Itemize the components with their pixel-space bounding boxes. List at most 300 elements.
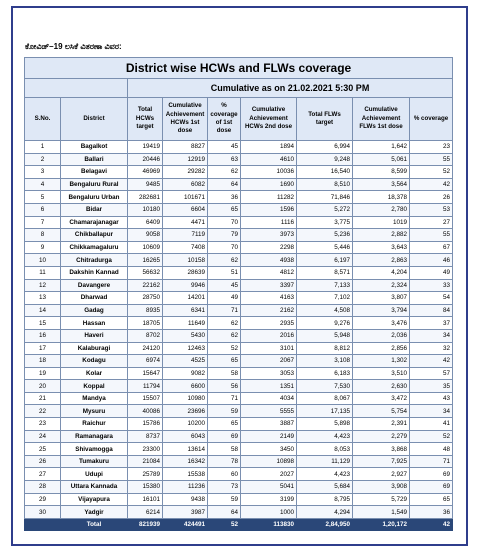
hcw-pct-cell: 71 [208, 392, 241, 405]
hcw-dose2-cell: 2027 [241, 468, 297, 481]
hcw-dose1-cell: 4525 [163, 355, 208, 368]
flw-target-cell: 4,508 [297, 304, 353, 317]
flw-pct-cell: 33 [410, 279, 453, 292]
flw-target-cell: 8,795 [297, 493, 353, 506]
district-cell: Dakshin Kannad [61, 266, 128, 279]
total-row [25, 518, 453, 530]
flw-dose1-cell: 3,868 [353, 443, 410, 456]
hcw-dose1-cell: 14201 [163, 292, 208, 305]
total-label: Total [61, 518, 128, 530]
district-cell: Ballari [61, 153, 128, 166]
hcw-pct-cell: 65 [208, 355, 241, 368]
district-cell: Chikballapur [61, 229, 128, 242]
hcw-dose2-cell: 3397 [241, 279, 297, 292]
hcw-target-cell: 15647 [128, 367, 163, 380]
flw-target-cell: 8,571 [297, 266, 353, 279]
table-row [25, 418, 453, 431]
hcw-dose1-cell: 3987 [163, 506, 208, 519]
flw-dose1-cell: 3,794 [353, 304, 410, 317]
header-row [25, 98, 453, 141]
district-cell: Chikkamagaluru [61, 241, 128, 254]
flw-pct-cell: 49 [410, 266, 453, 279]
hcw-target-cell: 23300 [128, 443, 163, 456]
district-cell: Haveri [61, 329, 128, 342]
flw-pct-cell: 84 [410, 304, 453, 317]
hcw-dose1-cell: 7408 [163, 241, 208, 254]
table-row [25, 241, 453, 254]
flw-dose1-cell: 2,927 [353, 468, 410, 481]
hcw-dose1-cell: 5430 [163, 329, 208, 342]
hcw-dose2-cell: 3973 [241, 229, 297, 242]
hcw-dose1-cell: 12919 [163, 153, 208, 166]
flw-dose1-cell: 18,378 [353, 191, 410, 204]
total-cell: 113830 [241, 518, 297, 530]
hcw-dose2-cell: 10036 [241, 166, 297, 179]
table-row [25, 430, 453, 443]
table-row [25, 178, 453, 191]
table-row [25, 468, 453, 481]
table-row [25, 203, 453, 216]
hcw-dose1-cell: 4471 [163, 216, 208, 229]
col-header-flw-target: Total FLWs target [297, 98, 353, 141]
hcw-target-cell: 19419 [128, 141, 163, 154]
hcw-pct-cell: 58 [208, 443, 241, 456]
hcw-dose1-cell: 15538 [163, 468, 208, 481]
hcw-target-cell: 282681 [128, 191, 163, 204]
flw-dose1-cell: 2,630 [353, 380, 410, 393]
hcw-dose1-cell: 10200 [163, 418, 208, 431]
flw-dose1-cell: 1,302 [353, 355, 410, 368]
flw-target-cell: 7,530 [297, 380, 353, 393]
hcw-dose2-cell: 1116 [241, 216, 297, 229]
hcw-pct-cell: 58 [208, 367, 241, 380]
hcw-dose2-cell: 3053 [241, 367, 297, 380]
district-cell: Dharwad [61, 292, 128, 305]
district-cell: Bengaluru Rural [61, 178, 128, 191]
flw-dose1-cell: 5,754 [353, 405, 410, 418]
hcw-target-cell: 9485 [128, 178, 163, 191]
flw-pct-cell: 46 [410, 254, 453, 267]
hcw-target-cell: 21084 [128, 455, 163, 468]
hcw-pct-cell: 45 [208, 279, 241, 292]
flw-target-cell: 8,053 [297, 443, 353, 456]
hcw-pct-cell: 65 [208, 203, 241, 216]
total-blank-cell [25, 518, 61, 530]
district-cell: Bengaluru Urban [61, 191, 128, 204]
hcw-target-cell: 16265 [128, 254, 163, 267]
flw-pct-cell: 52 [410, 430, 453, 443]
col-header-hcw-dose1: Cumulative Achievement HCWs 1st dose [163, 98, 208, 141]
col-header-district: District [61, 98, 128, 141]
hcw-dose2-cell: 2298 [241, 241, 297, 254]
hcw-dose2-cell: 3101 [241, 342, 297, 355]
hcw-pct-cell: 49 [208, 292, 241, 305]
district-cell: Chitradurga [61, 254, 128, 267]
table-row [25, 229, 453, 242]
hcw-target-cell: 40086 [128, 405, 163, 418]
hcw-pct-cell: 60 [208, 468, 241, 481]
hcw-target-cell: 10609 [128, 241, 163, 254]
flw-dose1-cell: 2,856 [353, 342, 410, 355]
flw-pct-cell: 35 [410, 380, 453, 393]
flw-target-cell: 3,775 [297, 216, 353, 229]
hcw-dose1-cell: 9082 [163, 367, 208, 380]
hcw-dose2-cell: 10898 [241, 455, 297, 468]
flw-dose1-cell: 3,807 [353, 292, 410, 305]
hcw-target-cell: 9058 [128, 229, 163, 242]
district-cell: Tumakuru [61, 455, 128, 468]
table-row [25, 455, 453, 468]
flw-dose1-cell: 2,279 [353, 430, 410, 443]
hcw-dose2-cell: 1894 [241, 141, 297, 154]
table-row [25, 191, 453, 204]
district-cell: Ramanagara [61, 430, 128, 443]
hcw-dose2-cell: 4938 [241, 254, 297, 267]
flw-dose1-cell: 3,908 [353, 481, 410, 494]
hcw-pct-cell: 63 [208, 153, 241, 166]
hcw-dose2-cell: 3887 [241, 418, 297, 431]
flw-pct-cell: 32 [410, 342, 453, 355]
hcw-dose1-cell: 6082 [163, 178, 208, 191]
district-cell: Kodagu [61, 355, 128, 368]
district-cell: Uttara Kannada [61, 481, 128, 494]
hcw-pct-cell: 70 [208, 241, 241, 254]
hcw-pct-cell: 64 [208, 506, 241, 519]
flw-pct-cell: 23 [410, 141, 453, 154]
hcw-target-cell: 56632 [128, 266, 163, 279]
hcw-pct-cell: 36 [208, 191, 241, 204]
flw-pct-cell: 41 [410, 418, 453, 431]
flw-pct-cell: 52 [410, 166, 453, 179]
hcw-dose2-cell: 1690 [241, 178, 297, 191]
flw-target-cell: 11,129 [297, 455, 353, 468]
sno-cell: 2 [25, 153, 61, 166]
flw-pct-cell: 36 [410, 506, 453, 519]
hcw-pct-cell: 56 [208, 380, 241, 393]
hcw-target-cell: 22162 [128, 279, 163, 292]
district-cell: Bagalkot [61, 141, 128, 154]
hcw-dose2-cell: 4163 [241, 292, 297, 305]
flw-target-cell: 6,994 [297, 141, 353, 154]
flw-dose1-cell: 5,061 [353, 153, 410, 166]
col-header-hcw-pct: % coverage of 1st dose [208, 98, 241, 141]
sno-cell: 15 [25, 317, 61, 330]
hcw-dose2-cell: 4812 [241, 266, 297, 279]
hcw-pct-cell: 62 [208, 166, 241, 179]
total-cell: 821939 [128, 518, 163, 530]
flw-target-cell: 8,812 [297, 342, 353, 355]
flw-pct-cell: 65 [410, 493, 453, 506]
flw-target-cell: 5,898 [297, 418, 353, 431]
flw-target-cell: 4,294 [297, 506, 353, 519]
district-cell: Kolar [61, 367, 128, 380]
hcw-dose1-cell: 10158 [163, 254, 208, 267]
flw-pct-cell: 34 [410, 329, 453, 342]
hcw-target-cell: 8935 [128, 304, 163, 317]
flw-pct-cell: 42 [410, 355, 453, 368]
sno-cell: 16 [25, 329, 61, 342]
hcw-dose2-cell: 1000 [241, 506, 297, 519]
hcw-dose2-cell: 11282 [241, 191, 297, 204]
sno-cell: 29 [25, 493, 61, 506]
flw-pct-cell: 57 [410, 367, 453, 380]
total-cell: 42 [410, 518, 453, 530]
hcw-dose1-cell: 29282 [163, 166, 208, 179]
flw-target-cell: 5,236 [297, 229, 353, 242]
flw-target-cell: 5,272 [297, 203, 353, 216]
flw-dose1-cell: 2,780 [353, 203, 410, 216]
sno-cell: 7 [25, 216, 61, 229]
table-row [25, 443, 453, 456]
hcw-dose1-cell: 10980 [163, 392, 208, 405]
hcw-dose1-cell: 16342 [163, 455, 208, 468]
hcw-dose1-cell: 8827 [163, 141, 208, 154]
hcw-dose2-cell: 1596 [241, 203, 297, 216]
district-cell: Chamarajanagar [61, 216, 128, 229]
table-row [25, 279, 453, 292]
district-cell: Raichur [61, 418, 128, 431]
hcw-target-cell: 11794 [128, 380, 163, 393]
subtitle-spacer [25, 79, 128, 98]
hcw-pct-cell: 62 [208, 329, 241, 342]
flw-dose1-cell: 2,036 [353, 329, 410, 342]
table-row [25, 304, 453, 317]
total-cell: 2,84,950 [297, 518, 353, 530]
district-cell: Vijayapura [61, 493, 128, 506]
hcw-pct-cell: 45 [208, 141, 241, 154]
table-row [25, 292, 453, 305]
hcw-pct-cell: 79 [208, 229, 241, 242]
hcw-dose1-cell: 13614 [163, 443, 208, 456]
hcw-target-cell: 15507 [128, 392, 163, 405]
col-header-flw-dose1: Cumulative Achievement FLWs 1st dose [353, 98, 410, 141]
flw-target-cell: 3,108 [297, 355, 353, 368]
sno-cell: 21 [25, 392, 61, 405]
table-row [25, 481, 453, 494]
hcw-target-cell: 16101 [128, 493, 163, 506]
hcw-dose1-cell: 28639 [163, 266, 208, 279]
sno-cell: 1 [25, 141, 61, 154]
district-cell: Bidar [61, 203, 128, 216]
hcw-pct-cell: 64 [208, 178, 241, 191]
flw-dose1-cell: 3,510 [353, 367, 410, 380]
flw-pct-cell: 53 [410, 203, 453, 216]
district-cell: Kalaburagi [61, 342, 128, 355]
district-cell: Davangere [61, 279, 128, 292]
hcw-dose2-cell: 3199 [241, 493, 297, 506]
hcw-pct-cell: 59 [208, 405, 241, 418]
sno-cell: 4 [25, 178, 61, 191]
hcw-target-cell: 8702 [128, 329, 163, 342]
col-header-hcw-target: Total HCWs target [128, 98, 163, 141]
table-row [25, 153, 453, 166]
flw-pct-cell: 69 [410, 481, 453, 494]
hcw-target-cell: 46969 [128, 166, 163, 179]
hcw-dose1-cell: 6600 [163, 380, 208, 393]
hcw-dose2-cell: 5555 [241, 405, 297, 418]
flw-dose1-cell: 5,729 [353, 493, 410, 506]
district-cell: Gadag [61, 304, 128, 317]
sno-cell: 23 [25, 418, 61, 431]
hcw-pct-cell: 59 [208, 493, 241, 506]
hcw-target-cell: 6409 [128, 216, 163, 229]
sno-cell: 28 [25, 481, 61, 494]
flw-dose1-cell: 2,882 [353, 229, 410, 242]
sno-cell: 17 [25, 342, 61, 355]
flw-dose1-cell: 8,599 [353, 166, 410, 179]
col-header-hcw-dose2: Cumulative Achievement HCWs 2nd dose [241, 98, 297, 141]
flw-dose1-cell: 3,476 [353, 317, 410, 330]
hcw-dose2-cell: 3450 [241, 443, 297, 456]
sno-cell: 12 [25, 279, 61, 292]
flw-target-cell: 4,423 [297, 430, 353, 443]
hcw-dose1-cell: 6341 [163, 304, 208, 317]
flw-pct-cell: 54 [410, 292, 453, 305]
table-row [25, 329, 453, 342]
hcw-target-cell: 28750 [128, 292, 163, 305]
flw-pct-cell: 71 [410, 455, 453, 468]
flw-pct-cell: 55 [410, 153, 453, 166]
flw-target-cell: 71,846 [297, 191, 353, 204]
sno-cell: 8 [25, 229, 61, 242]
district-cell: Mysuru [61, 405, 128, 418]
hcw-pct-cell: 52 [208, 342, 241, 355]
flw-pct-cell: 26 [410, 191, 453, 204]
table-row [25, 166, 453, 179]
hcw-dose1-cell: 11649 [163, 317, 208, 330]
flw-dose1-cell: 7,925 [353, 455, 410, 468]
table-row [25, 405, 453, 418]
hcw-target-cell: 15786 [128, 418, 163, 431]
flw-target-cell: 6,197 [297, 254, 353, 267]
sno-cell: 3 [25, 166, 61, 179]
flw-target-cell: 16,540 [297, 166, 353, 179]
flw-target-cell: 9,276 [297, 317, 353, 330]
sno-cell: 19 [25, 367, 61, 380]
coverage-table [24, 57, 453, 531]
hcw-dose2-cell: 2016 [241, 329, 297, 342]
hcw-dose1-cell: 11236 [163, 481, 208, 494]
flw-pct-cell: 27 [410, 216, 453, 229]
hcw-target-cell: 15380 [128, 481, 163, 494]
flw-target-cell: 5,948 [297, 329, 353, 342]
hcw-pct-cell: 69 [208, 430, 241, 443]
flw-dose1-cell: 4,204 [353, 266, 410, 279]
flw-target-cell: 9,248 [297, 153, 353, 166]
flw-target-cell: 5,684 [297, 481, 353, 494]
flw-target-cell: 17,135 [297, 405, 353, 418]
hcw-pct-cell: 62 [208, 317, 241, 330]
table-row [25, 380, 453, 393]
col-header-flw-pct: % coverage [410, 98, 453, 141]
sno-cell: 22 [25, 405, 61, 418]
hcw-target-cell: 6974 [128, 355, 163, 368]
table-row [25, 266, 453, 279]
total-cell: 424491 [163, 518, 208, 530]
table-row [25, 141, 453, 154]
district-cell: Udupi [61, 468, 128, 481]
flw-dose1-cell: 2,324 [353, 279, 410, 292]
sno-cell: 6 [25, 203, 61, 216]
table-row [25, 355, 453, 368]
sno-cell: 24 [25, 430, 61, 443]
total-cell: 1,20,172 [353, 518, 410, 530]
table-title: District wise HCWs and FLWs coverage [25, 58, 453, 79]
flw-pct-cell: 48 [410, 443, 453, 456]
flw-dose1-cell: 3,643 [353, 241, 410, 254]
hcw-dose2-cell: 4610 [241, 153, 297, 166]
hcw-pct-cell: 78 [208, 455, 241, 468]
table-row [25, 493, 453, 506]
hcw-pct-cell: 62 [208, 254, 241, 267]
flw-pct-cell: 55 [410, 229, 453, 242]
page-heading: ಕೋವಿಡ್–19 ಲಸಿಕೆ ವಿತರಣಾ ವಿವರ: [25, 42, 122, 51]
hcw-target-cell: 8737 [128, 430, 163, 443]
flw-dose1-cell: 2,391 [353, 418, 410, 431]
sno-cell: 25 [25, 443, 61, 456]
sno-cell: 27 [25, 468, 61, 481]
sno-cell: 20 [25, 380, 61, 393]
hcw-dose2-cell: 4034 [241, 392, 297, 405]
table-subtitle: Cumulative as on 21.02.2021 5:30 PM [128, 79, 453, 98]
hcw-dose1-cell: 6043 [163, 430, 208, 443]
flw-pct-cell: 43 [410, 392, 453, 405]
hcw-target-cell: 25789 [128, 468, 163, 481]
sno-cell: 13 [25, 292, 61, 305]
sno-cell: 14 [25, 304, 61, 317]
hcw-dose1-cell: 23696 [163, 405, 208, 418]
flw-pct-cell: 69 [410, 468, 453, 481]
sno-cell: 18 [25, 355, 61, 368]
flw-target-cell: 6,183 [297, 367, 353, 380]
hcw-target-cell: 6214 [128, 506, 163, 519]
hcw-target-cell: 18705 [128, 317, 163, 330]
hcw-dose1-cell: 12463 [163, 342, 208, 355]
table-row [25, 506, 453, 519]
hcw-dose2-cell: 5041 [241, 481, 297, 494]
table-row [25, 392, 453, 405]
district-cell: Koppal [61, 380, 128, 393]
hcw-dose1-cell: 9438 [163, 493, 208, 506]
hcw-pct-cell: 71 [208, 304, 241, 317]
hcw-dose2-cell: 2149 [241, 430, 297, 443]
hcw-target-cell: 24120 [128, 342, 163, 355]
hcw-dose2-cell: 1351 [241, 380, 297, 393]
sno-cell: 26 [25, 455, 61, 468]
table-body [25, 141, 453, 519]
flw-target-cell: 5,446 [297, 241, 353, 254]
hcw-dose1-cell: 9946 [163, 279, 208, 292]
flw-dose1-cell: 1,549 [353, 506, 410, 519]
hcw-pct-cell: 65 [208, 418, 241, 431]
flw-target-cell: 8,067 [297, 392, 353, 405]
total-cell: 52 [208, 518, 241, 530]
hcw-dose1-cell: 7119 [163, 229, 208, 242]
flw-target-cell: 4,423 [297, 468, 353, 481]
hcw-dose2-cell: 2162 [241, 304, 297, 317]
hcw-target-cell: 20446 [128, 153, 163, 166]
flw-dose1-cell: 1019 [353, 216, 410, 229]
flw-dose1-cell: 3,472 [353, 392, 410, 405]
hcw-pct-cell: 70 [208, 216, 241, 229]
sno-cell: 11 [25, 266, 61, 279]
hcw-dose1-cell: 6604 [163, 203, 208, 216]
table-row [25, 342, 453, 355]
district-cell: Belagavi [61, 166, 128, 179]
hcw-pct-cell: 51 [208, 266, 241, 279]
table-row [25, 216, 453, 229]
hcw-dose2-cell: 2935 [241, 317, 297, 330]
